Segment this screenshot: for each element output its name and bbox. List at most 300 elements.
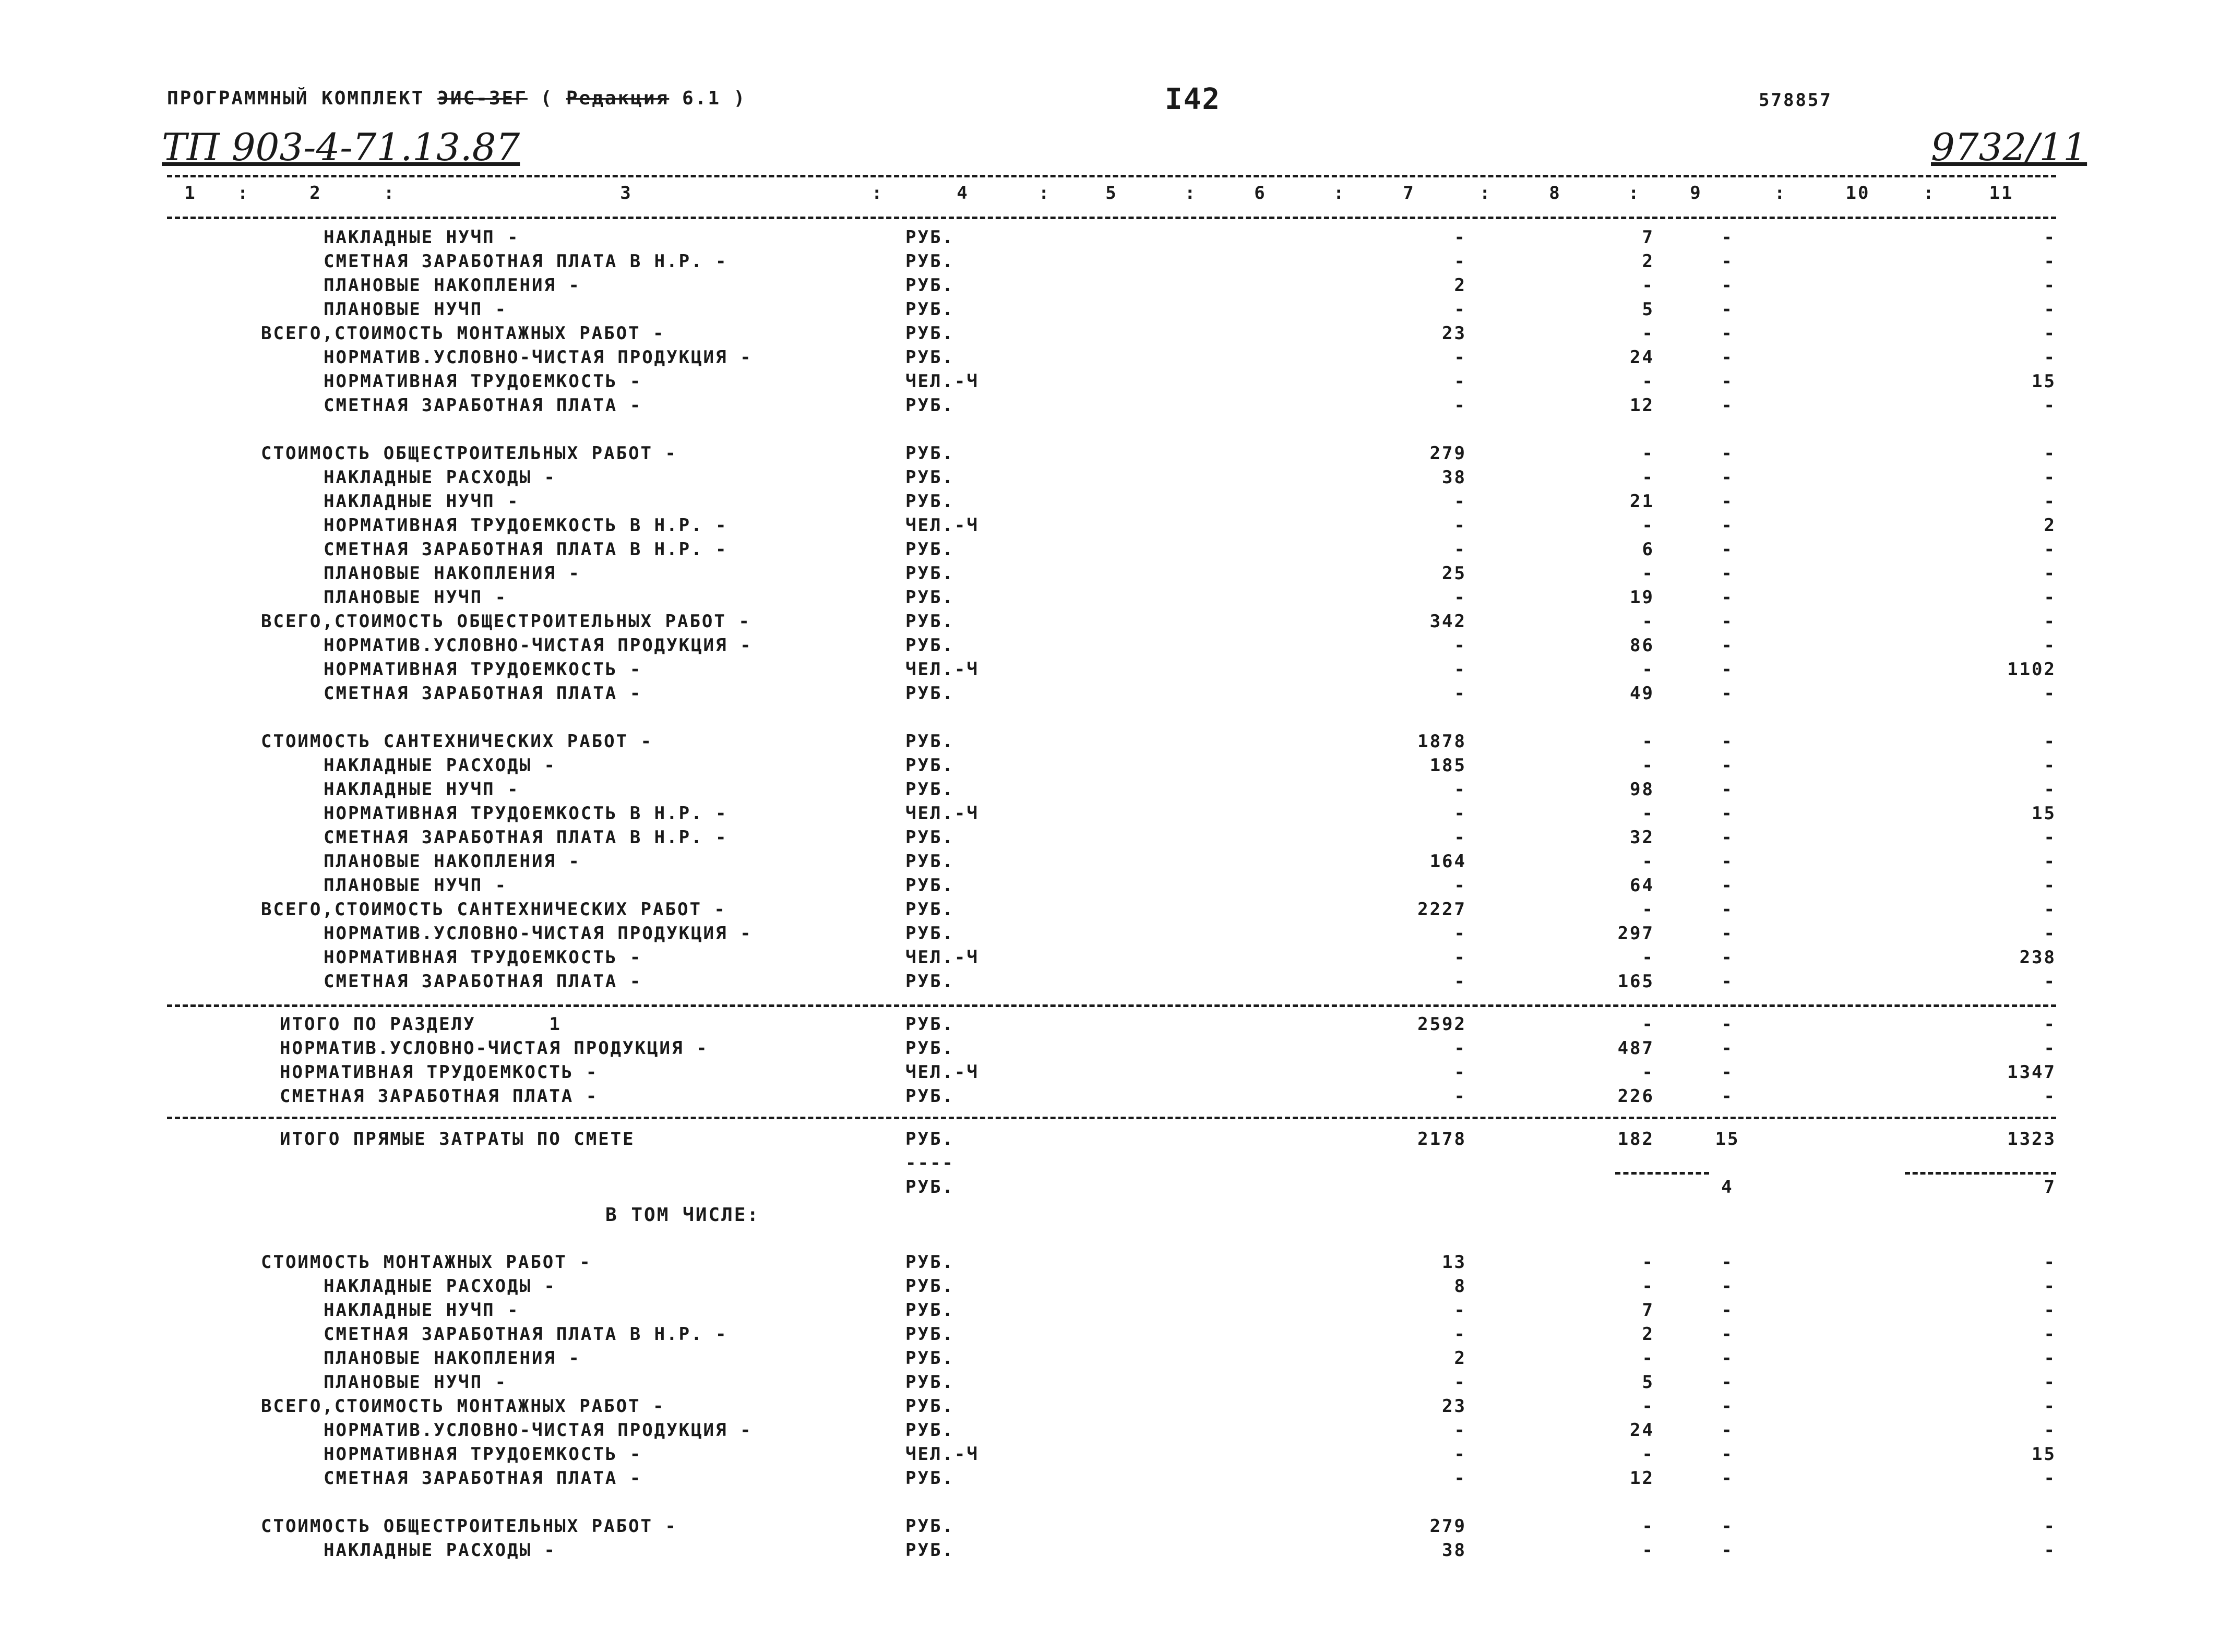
column8-value: - (1642, 1276, 1654, 1297)
column9-value: - (1721, 1062, 1734, 1083)
column8-value: 64 (1630, 875, 1654, 896)
column-number: 1 (184, 183, 197, 203)
table-row (0, 1084, 2219, 1108)
column11-value: - (2044, 1276, 2056, 1297)
row-unit: РУБ. (905, 1540, 955, 1561)
row-unit: РУБ. (905, 1014, 955, 1035)
row-unit: РУБ. (905, 1276, 955, 1297)
column11-value: - (2044, 1252, 2056, 1273)
table-row (0, 537, 2219, 561)
row-label: НАКЛАДНЫЕ НУЧП - (324, 1300, 520, 1321)
column8-value: 487 (1617, 1038, 1654, 1059)
column7-value: - (1454, 803, 1466, 824)
table-row (0, 921, 2219, 945)
row-label: ПЛАНОВЫЕ НУЧП - (324, 299, 508, 320)
table-row (0, 1418, 2219, 1442)
column8-value: 2 (1642, 251, 1654, 272)
column7-value: 38 (1442, 1540, 1466, 1561)
table-row (0, 585, 2219, 609)
column7-value: - (1454, 659, 1466, 680)
column7-value: 38 (1442, 467, 1466, 488)
column9-value: - (1721, 899, 1734, 920)
row-label: ПЛАНОВЫЕ НУЧП - (324, 1372, 508, 1393)
row-label: НОРМАТИВНАЯ ТРУДОЕМКОСТЬ - (324, 1444, 642, 1465)
column7-value: 23 (1442, 1396, 1466, 1417)
column9-value: - (1721, 1468, 1734, 1489)
row-label: ИТОГО ПО РАЗДЕЛУ 1 (280, 1014, 562, 1035)
row-label: СМЕТНАЯ ЗАРАБОТНАЯ ПЛАТА - (324, 1468, 642, 1489)
row-unit: РУБ. (905, 1038, 955, 1059)
row-label: НАКЛАДНЫЕ РАСХОДЫ - (324, 755, 556, 776)
row-label: НОРМАТИВ.УСЛОВНО-ЧИСТАЯ ПРОДУКЦИЯ - (324, 635, 753, 656)
column11-value: 1102 (2007, 659, 2056, 680)
column11-value: - (2044, 1396, 2056, 1417)
column9-value: - (1721, 875, 1734, 896)
column11-value: 15 (2032, 371, 2056, 392)
column11-value: - (2044, 971, 2056, 992)
row-unit: РУБ. (905, 1348, 955, 1369)
column7-value: 279 (1429, 1516, 1466, 1537)
table-row (0, 297, 2219, 321)
row-unit: РУБ. (905, 1396, 955, 1417)
row-unit: РУБ. (905, 443, 955, 464)
table-row (0, 1250, 2219, 1274)
column9-value: - (1721, 563, 1734, 584)
row-unit: РУБ. (905, 299, 955, 320)
column7-value: - (1454, 827, 1466, 848)
column11-value: - (2044, 347, 2056, 368)
column7-value: - (1454, 1444, 1466, 1465)
row-label: СМЕТНАЯ ЗАРАБОТНАЯ ПЛАТА В Н.Р. - (324, 251, 728, 272)
column-number: 8 (1549, 183, 1561, 203)
column11-value: - (2044, 611, 2056, 632)
table-row (0, 1514, 2219, 1538)
column8-value: - (1642, 323, 1654, 344)
column8-value: - (1642, 659, 1654, 680)
table-row (0, 321, 2219, 345)
column7-value: 25 (1442, 563, 1466, 584)
row-unit: РУБ. (905, 251, 955, 272)
table-row (0, 1346, 2219, 1370)
including-title: В ТОМ ЧИСЛЕ: (605, 1204, 760, 1226)
column9-value: - (1721, 683, 1734, 704)
column7-value: 1878 (1417, 731, 1466, 752)
row-label: СТОИМОСТЬ САНТЕХНИЧЕСКИХ РАБОТ - (261, 731, 653, 752)
column11-value: - (2044, 1348, 2056, 1369)
column11-value: - (2044, 635, 2056, 656)
row-label: НАКЛАДНЫЕ НУЧП - (324, 491, 520, 512)
column7-value: 164 (1429, 851, 1466, 872)
column11-value: - (2044, 1372, 2056, 1393)
column8-value: - (1642, 803, 1654, 824)
column11-value: - (2044, 491, 2056, 512)
row-label: ВСЕГО,СТОИМОСТЬ ОБЩЕСТРОИТЕЛЬНЫХ РАБОТ - (261, 611, 751, 632)
row-label: НОРМАТИВ.УСЛОВНО-ЧИСТАЯ ПРОДУКЦИЯ - (324, 923, 753, 944)
table-row (0, 489, 2219, 513)
column-number: 7 (1403, 183, 1415, 203)
column11-value: - (2044, 227, 2056, 248)
column9-value: - (1721, 1252, 1734, 1273)
table-row (0, 873, 2219, 897)
column-number: 6 (1254, 183, 1267, 203)
row-label: НОРМАТИВНАЯ ТРУДОЕМКОСТЬ В Н.Р. - (324, 803, 728, 824)
column8-value: 12 (1630, 1468, 1654, 1489)
row-unit: РУБ. (905, 899, 955, 920)
column7-value: - (1454, 1086, 1466, 1107)
column11-value: - (2044, 1086, 2056, 1107)
row-label: НОРМАТИВ.УСЛОВНО-ЧИСТАЯ ПРОДУКЦИЯ - (280, 1038, 709, 1059)
column11-value: - (2044, 299, 2056, 320)
column9-value: - (1721, 659, 1734, 680)
row-label: НАКЛАДНЫЕ НУЧП - (324, 779, 520, 800)
row-label: СМЕТНАЯ ЗАРАБОТНАЯ ПЛАТА - (324, 395, 642, 416)
column11-value: - (2044, 779, 2056, 800)
row-label: НОРМАТИВНАЯ ТРУДОЕМКОСТЬ - (280, 1062, 599, 1083)
column11-subvalue: 7 (2044, 1177, 2056, 1198)
table-row (0, 633, 2219, 657)
table-row (0, 729, 2219, 753)
row-label: НОРМАТИВ.УСЛОВНО-ЧИСТАЯ ПРОДУКЦИЯ - (324, 1420, 753, 1441)
table-row (0, 465, 2219, 489)
table-row (0, 681, 2219, 705)
column-number: 9 (1690, 183, 1702, 203)
column8-value: 32 (1630, 827, 1654, 848)
row-unit: РУБ. (905, 563, 955, 584)
table-row (0, 1394, 2219, 1418)
column11-value: - (2044, 1420, 2056, 1441)
column7-value: - (1454, 779, 1466, 800)
column8-value: 297 (1617, 923, 1654, 944)
column-separator: : (1628, 183, 1641, 203)
row-label: НАКЛАДНЫЕ РАСХОДЫ - (324, 1276, 556, 1297)
direct-costs-unit2: РУБ. (905, 1177, 955, 1198)
table-row (0, 1012, 2219, 1036)
column8-value: - (1642, 1062, 1654, 1083)
row-unit: РУБ. (905, 923, 955, 944)
row-label: НОРМАТИВНАЯ ТРУДОЕМКОСТЬ - (324, 947, 642, 968)
column11-value: - (2044, 467, 2056, 488)
column-separator: : (1480, 183, 1492, 203)
column8-value: 21 (1630, 491, 1654, 512)
version-struck: Редакция (566, 88, 670, 109)
row-unit: РУБ. (905, 1372, 955, 1393)
column11-value: - (2044, 851, 2056, 872)
column7-value: - (1454, 875, 1466, 896)
column9-value: - (1721, 1014, 1734, 1035)
column8-value: - (1642, 1252, 1654, 1273)
column9-value: - (1721, 635, 1734, 656)
column9-value: - (1721, 323, 1734, 344)
table-row (0, 1036, 2219, 1060)
row-unit: РУБ. (905, 1086, 955, 1107)
project-code: ТП 903-4-71.13.87 (162, 125, 520, 169)
table-row (0, 393, 2219, 417)
row-unit: РУБ. (905, 731, 955, 752)
column9-value: - (1721, 779, 1734, 800)
column11-value: - (2044, 587, 2056, 608)
row-label: НОРМАТИВ.УСЛОВНО-ЧИСТАЯ ПРОДУКЦИЯ - (324, 347, 753, 368)
column-separator: : (1039, 183, 1051, 203)
column11-value: - (2044, 923, 2056, 944)
column-separator: : (237, 183, 250, 203)
column7-value: - (1454, 1468, 1466, 1489)
column11-value: 15 (2032, 1444, 2056, 1465)
column8-value: - (1642, 515, 1654, 536)
column8-value: - (1642, 443, 1654, 464)
table-row (0, 345, 2219, 369)
table-row (0, 753, 2219, 777)
column8-value: - (1642, 275, 1654, 296)
row-label: ПЛАНОВЫЕ НУЧП - (324, 875, 508, 896)
column8-value: 5 (1642, 299, 1654, 320)
column11-value: - (2044, 731, 2056, 752)
version-open: ( (527, 88, 566, 109)
column9-value: - (1721, 851, 1734, 872)
row-unit: РУБ. (905, 779, 955, 800)
column8-value: - (1642, 755, 1654, 776)
column8-value: 5 (1642, 1372, 1654, 1393)
column8-value: 6 (1642, 539, 1654, 560)
column11-value: - (2044, 1038, 2056, 1059)
row-label: СМЕТНАЯ ЗАРАБОТНАЯ ПЛАТА В Н.Р. - (324, 539, 728, 560)
column7-value: - (1454, 371, 1466, 392)
column9-value: - (1721, 1396, 1734, 1417)
column8-value: - (1642, 1348, 1654, 1369)
column7-value: - (1454, 947, 1466, 968)
table-row (0, 1442, 2219, 1466)
column9-value: - (1721, 1516, 1734, 1537)
section-divider (167, 1004, 2056, 1007)
column7-value: 342 (1429, 611, 1466, 632)
row-label: СМЕТНАЯ ЗАРАБОТНАЯ ПЛАТА - (280, 1086, 599, 1107)
column7-value: - (1454, 923, 1466, 944)
row-unit: РУБ. (905, 1252, 955, 1273)
row-unit: РУБ. (905, 539, 955, 560)
column11-value: 2 (2044, 515, 2056, 536)
column7-value: 2 (1454, 1348, 1466, 1369)
table-row (0, 513, 2219, 537)
row-unit: ЧЕЛ.-Ч (905, 515, 979, 536)
column8-value: - (1642, 899, 1654, 920)
column11-value: - (2044, 539, 2056, 560)
row-label: НОРМАТИВНАЯ ТРУДОЕМКОСТЬ В Н.Р. - (324, 515, 728, 536)
row-unit: РУБ. (905, 275, 955, 296)
direct-costs-unit: РУБ. (905, 1129, 955, 1150)
table-row (0, 609, 2219, 633)
column7-value: - (1454, 1038, 1466, 1059)
column9-value: - (1721, 803, 1734, 824)
column9-value: - (1721, 539, 1734, 560)
column-number: 11 (1989, 183, 2014, 203)
column8-value: 182 (1617, 1129, 1654, 1150)
version-tail: 6.1 ) (669, 88, 747, 109)
column9-value: 15 (1715, 1129, 1740, 1150)
document-id: 578857 (1759, 90, 1832, 111)
row-label: ВСЕГО,СТОИМОСТЬ САНТЕХНИЧЕСКИХ РАБОТ - (261, 899, 726, 920)
column-number: 4 (957, 183, 969, 203)
column11-value: - (2044, 275, 2056, 296)
column7-value: - (1454, 299, 1466, 320)
row-label: НАКЛАДНЫЕ РАСХОДЫ - (324, 1540, 556, 1561)
column8-value: 226 (1617, 1086, 1654, 1107)
column11-value: - (2044, 899, 2056, 920)
page-number: I42 (1165, 82, 1221, 116)
row-unit: РУБ. (905, 1324, 955, 1345)
column-separator: : (1774, 183, 1787, 203)
column9-value: - (1721, 1348, 1734, 1369)
table-row (0, 969, 2219, 993)
column8-value: 12 (1630, 395, 1654, 416)
row-unit: РУБ. (905, 1300, 955, 1321)
column7-value: - (1454, 539, 1466, 560)
column11-value: - (2044, 683, 2056, 704)
column7-value: - (1454, 1324, 1466, 1345)
table-row (0, 369, 2219, 393)
row-label: ПЛАНОВЫЕ НАКОПЛЕНИЯ - (324, 1348, 581, 1369)
row-unit: РУБ. (905, 1420, 955, 1441)
column7-value: 13 (1442, 1252, 1466, 1273)
table-row (0, 945, 2219, 969)
table-row (0, 225, 2219, 249)
column8-value: - (1642, 1396, 1654, 1417)
row-label: ПЛАНОВЫЕ НАКОПЛЕНИЯ - (324, 563, 581, 584)
column7-value: - (1454, 1062, 1466, 1083)
table-row (0, 1370, 2219, 1394)
column9-value: - (1721, 755, 1734, 776)
column7-value: - (1454, 227, 1466, 248)
row-label: НАКЛАДНЫЕ НУЧП - (324, 227, 520, 248)
column8-value: 165 (1617, 971, 1654, 992)
column8-value: 98 (1630, 779, 1654, 800)
column8-value: - (1642, 1516, 1654, 1537)
column11-value: - (2044, 875, 2056, 896)
table-row (0, 657, 2219, 681)
column-number: 2 (309, 183, 322, 203)
column-separator: : (1923, 183, 1936, 203)
column9-value: - (1721, 347, 1734, 368)
column9-value: - (1721, 1540, 1734, 1561)
table-row (0, 1060, 2219, 1084)
column7-value: 8 (1454, 1276, 1466, 1297)
column7-value: 23 (1442, 323, 1466, 344)
column9-value: - (1721, 1276, 1734, 1297)
row-label: СМЕТНАЯ ЗАРАБОТНАЯ ПЛАТА - (324, 971, 642, 992)
row-label: СТОИМОСТЬ ОБЩЕСТРОИТЕЛЬНЫХ РАБОТ - (261, 443, 677, 464)
unit-dash: ---- (905, 1153, 955, 1174)
column11-value: - (2044, 827, 2056, 848)
column11-value: - (2044, 251, 2056, 272)
row-unit: РУБ. (905, 755, 955, 776)
column8-value: 7 (1642, 1300, 1654, 1321)
column11-value: - (2044, 443, 2056, 464)
column7-value: - (1454, 251, 1466, 272)
column8-value: 49 (1630, 683, 1654, 704)
table-row (0, 825, 2219, 849)
row-label: СМЕТНАЯ ЗАРАБОТНАЯ ПЛАТА В Н.Р. - (324, 1324, 728, 1345)
column7-value: - (1454, 491, 1466, 512)
row-unit: ЧЕЛ.-Ч (905, 947, 979, 968)
row-unit: РУБ. (905, 347, 955, 368)
column9-value: - (1721, 1086, 1734, 1107)
column7-value: 2 (1454, 275, 1466, 296)
column8-value: - (1642, 851, 1654, 872)
column-separator: : (384, 183, 396, 203)
column7-value: - (1454, 1300, 1466, 1321)
column9-value: - (1721, 227, 1734, 248)
direct-costs-label: ИТОГО ПРЯМЫЕ ЗАТРАТЫ ПО СМЕТЕ (280, 1129, 635, 1150)
column7-value: 279 (1429, 443, 1466, 464)
column7-value: 2592 (1417, 1014, 1466, 1035)
column11-value: 1323 (2007, 1129, 2056, 1150)
row-unit: РУБ. (905, 875, 955, 896)
column7-value: - (1454, 635, 1466, 656)
column9-value: - (1721, 251, 1734, 272)
column9-value: - (1721, 299, 1734, 320)
column8-value: 24 (1630, 347, 1654, 368)
column-separator: : (1333, 183, 1346, 203)
row-unit: ЧЕЛ.-Ч (905, 1444, 979, 1465)
column8-value: - (1642, 611, 1654, 632)
column8-value: - (1642, 467, 1654, 488)
column11-value: - (2044, 1468, 2056, 1489)
column9-value: - (1721, 1444, 1734, 1465)
table-row (0, 849, 2219, 873)
column9-value: - (1721, 491, 1734, 512)
column9-value: - (1721, 731, 1734, 752)
program-name: ПРОГРАММНЫЙ КОМПЛЕКТ (167, 88, 438, 109)
column7-value: - (1454, 347, 1466, 368)
row-unit: РУБ. (905, 827, 955, 848)
column11-value: - (2044, 1516, 2056, 1537)
row-label: СТОИМОСТЬ МОНТАЖНЫХ РАБОТ - (261, 1252, 592, 1273)
column8-value: - (1642, 731, 1654, 752)
column7-value: - (1454, 515, 1466, 536)
row-unit: ЧЕЛ.-Ч (905, 803, 979, 824)
row-unit: РУБ. (905, 611, 955, 632)
row-unit: ЧЕЛ.-Ч (905, 1062, 979, 1083)
totals-divider (167, 1117, 2056, 1119)
column9-value: - (1721, 827, 1734, 848)
column9-value: - (1721, 515, 1734, 536)
column11-value: - (2044, 1014, 2056, 1035)
table-row (0, 273, 2219, 297)
row-unit: РУБ. (905, 971, 955, 992)
column-number: 5 (1105, 183, 1118, 203)
column9-value: - (1721, 1420, 1734, 1441)
column8-value: 7 (1642, 227, 1654, 248)
program-name-struck: ЭИС-ЗЕГ (437, 88, 528, 109)
row-unit: РУБ. (905, 227, 955, 248)
row-label: ВСЕГО,СТОИМОСТЬ МОНТАЖНЫХ РАБОТ - (261, 1396, 665, 1417)
table-row (0, 897, 2219, 921)
table-row (0, 777, 2219, 801)
row-unit: РУБ. (905, 467, 955, 488)
column11-value: - (2044, 755, 2056, 776)
row-unit: РУБ. (905, 587, 955, 608)
row-label: ПЛАНОВЫЕ НАКОПЛЕНИЯ - (324, 275, 581, 296)
row-label: ВСЕГО,СТОИМОСТЬ МОНТАЖНЫХ РАБОТ - (261, 323, 665, 344)
table-row (0, 1490, 2219, 1514)
column8-value: - (1642, 563, 1654, 584)
column8-value: - (1642, 1540, 1654, 1561)
table-row (0, 417, 2219, 441)
column9-value: - (1721, 395, 1734, 416)
row-unit: ЧЕЛ.-Ч (905, 371, 979, 392)
column8-value: - (1642, 1444, 1654, 1465)
column8-value: - (1642, 947, 1654, 968)
column8-value: - (1642, 371, 1654, 392)
column8-value: 24 (1630, 1420, 1654, 1441)
